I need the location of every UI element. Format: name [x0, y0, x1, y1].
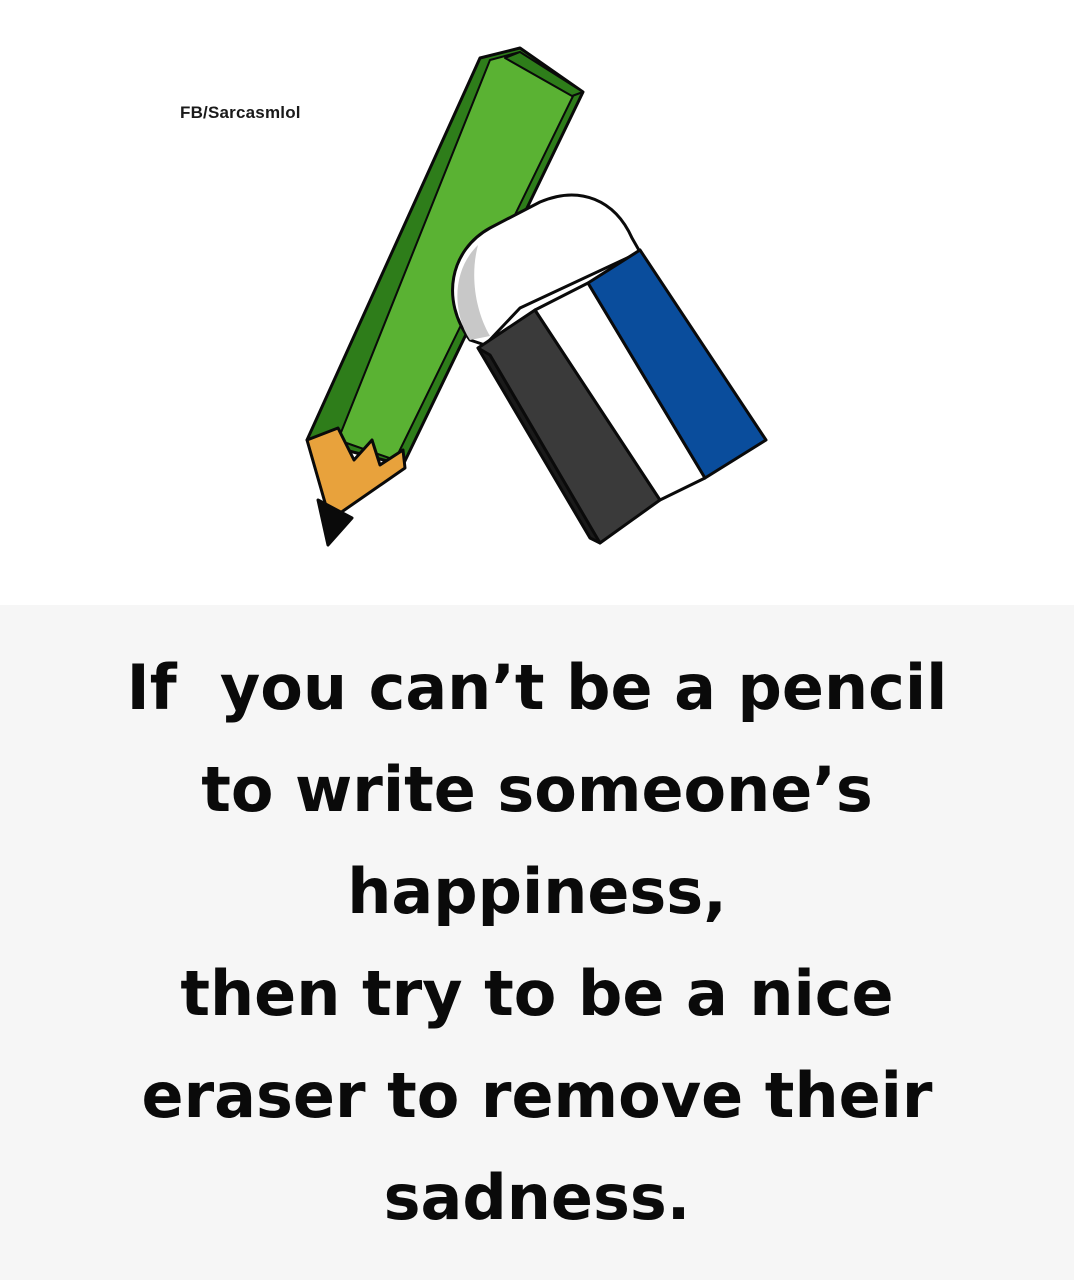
- eraser-icon: [453, 195, 766, 543]
- quote-line: sadness.: [383, 1161, 691, 1234]
- quote-panel: [0, 605, 1074, 1280]
- credit-watermark: FB/Sarcasmlol: [180, 103, 301, 122]
- quote-line: then try to be a nice: [180, 957, 894, 1030]
- quote-line: If you can’t be a pencil: [126, 651, 948, 724]
- quote-line: happiness,: [347, 855, 727, 928]
- pencil-eraser-illustration: [0, 0, 1074, 605]
- illustration-panel: [0, 0, 1074, 605]
- quote-text: [0, 637, 1074, 1249]
- quote-line: eraser to remove their: [141, 1059, 933, 1132]
- quote-line: to write someone’s: [201, 753, 873, 826]
